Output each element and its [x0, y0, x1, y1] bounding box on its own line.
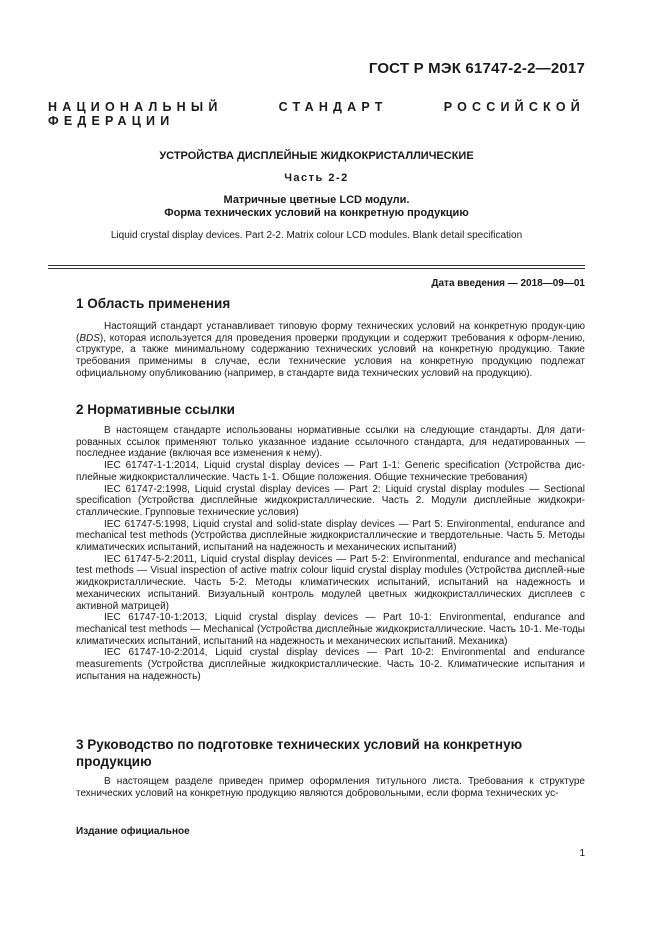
subtitle-line-1: Матричные цветные LCD модули. [223, 194, 410, 206]
official-edition-label: Издание официальное [76, 826, 190, 837]
reference-item: IEC 61747-5-2:2011, Liquid crystal display devices — Part 5-2: Environmental, endurance and mechanical test methods — Visual inspection of active matrix colour liquid crystal display modules (Устройства дисплей-ные жидкокристаллические. Часть 5-2. Методы климатических испытаний, испытаний на надежность и механических испытаний. Визуальный контроль модулей цветных жидкокристаллических дисплеев с активной матрицей) [76, 553, 585, 612]
reference-item: IEC 61747-10-2:2014, Liquid crystal display devices — Part 10-2: Environmental and endurance measurements (Устройства дисплейные жидкокристаллические. Часть 10-2. Климатические испытания и испытания на надежность) [76, 647, 585, 682]
standard-id: ГОСТ Р МЭК 61747-2-2—2017 [368, 60, 585, 77]
national-standard-banner: НАЦИОНАЛЬНЫЙ СТАНДАРТ РОССИЙСКОЙ ФЕДЕРАЦИИ [48, 100, 585, 128]
subtitle-line-2: Форма технических условий на конкретную продукцию [164, 207, 469, 219]
section-3-heading: 3 Руководство по подготовке технических условий на конкретную продукцию [76, 737, 523, 769]
section-3-body [76, 776, 585, 799]
section-1-paragraph: Настоящий стандарт устанавливает типовую форму технических условий на конкретную продук-цию (BDS), которая используется для проведения проверки продукции и содержит требования к оформ-лению, структуре, а также минимальному содержанию технических условий на конкретную продукцию. Такие требования применимы в случае, если технические условия на конкретную продукцию подлежат официальному опубликованию (например, в стандарте вида технических условий на продукцию). [76, 321, 585, 379]
page-number: 1 [579, 848, 585, 859]
section-1-body [76, 321, 585, 380]
english-title: Liquid crystal display devices. Part 2-2. Matrix colour LCD modules. Blank detail specification [110, 230, 523, 241]
reference-item: IEC 61747-2:1998, Liquid crystal display devices — Part 2: Liquid crystal display modules — Sectional specification (Устройства дисплейные жидкокристаллические. Часть 2. Модули дисплейные жидкокри-сталлические. Групповые технические условия) [76, 483, 585, 518]
reference-item: IEC 61747-5:1998, Liquid crystal and solid-state display devices — Part 5: Environmental, endurance and mechanical test methods (Устройства дисплейные жидкокристаллические и твердотельные. Часть 5. Методы климатических испытаний, испытаний на надежность и механических испытаний) [76, 518, 585, 554]
section-3-paragraph: В настоящем разделе приведен пример оформления титульного листа. Требования к структуре технических условий на конкретную продукцию являются добровольными, если форма технических ус- [76, 776, 585, 799]
bds-abbreviation: BDS [79, 332, 100, 344]
document-subtitle [48, 194, 585, 220]
reference-item: IEC 61747-1-1:2014, Liquid crystal display devices — Part 1-1: Generic specification (Устройства дис-плейные жидкокристаллические. Часть 1-1. Общие положения. Общие технические требования) [76, 460, 585, 483]
document-title: УСТРОЙСТВА ДИСПЛЕЙНЫЕ ЖИДКОКРИСТАЛЛИЧЕСКИЕ [159, 150, 474, 162]
reference-item: IEC 61747-10-1:2013, Liquid crystal display devices — Part 10-1: Environmental, endurance and mechanical test methods — Mechanical (Устройства дисплейные жидкокристаллические. Часть 10-1. Ме-тоды климатических испытаний, испытаний на надежность и механических испытаний. Механика) [76, 612, 585, 647]
section-2-body [76, 425, 585, 682]
divider-bottom [48, 268, 585, 269]
section-2-paragraph: В настоящем стандарте использованы нормативные ссылки на следующие стандарты. Для дати-рованных ссылок применяют только указанное издание ссылочного стандарта, для недатированных — последнее издание (включая все изменения к нему). [76, 425, 585, 460]
divider-top [48, 265, 585, 266]
document-part: Часть 2-2 [284, 172, 349, 184]
section-2-heading: 2 Нормативные ссылки [76, 402, 235, 417]
introduction-date: Дата введения — 2018—09—01 [431, 278, 585, 289]
section-1-heading: 1 Область применения [76, 296, 231, 311]
